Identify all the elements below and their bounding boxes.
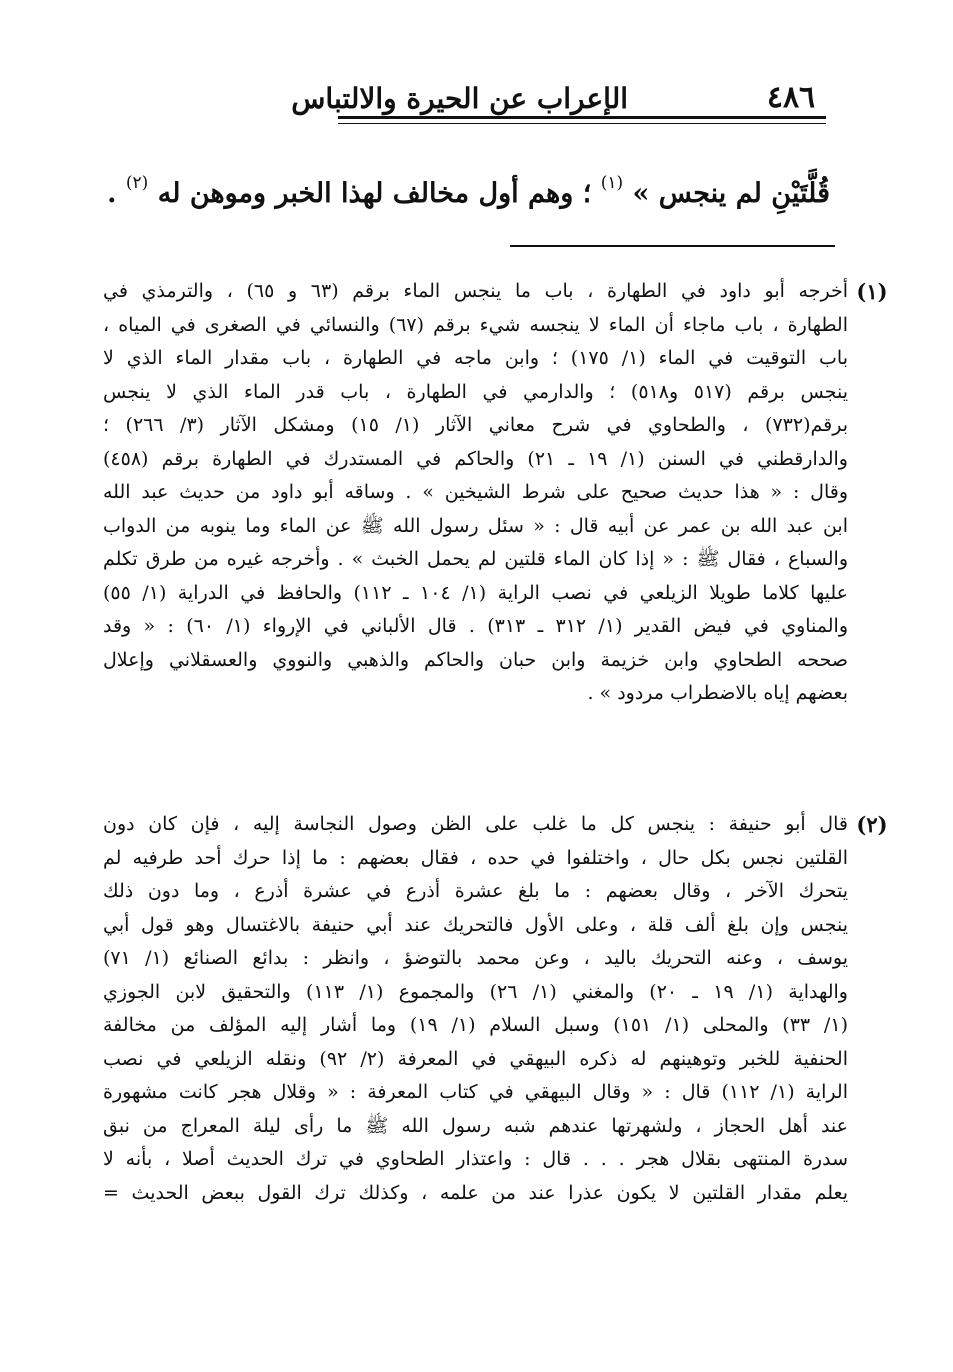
footnote-line: ينجس برقم (٥١٧ و٥١٨) ؛ والدارمي في الطهارة ، باب قدر الماء الذي لا ينجس [103,380,848,403]
footnote-line: يعلم مقدار القلتين لا يكون عذرا عند من علمه ، وكذلك ترك القول ببعض الحديث = [103,1181,848,1204]
footnote-separator [510,245,835,247]
footnote-line: (١/ ٣٣) والمحلى (١/ ١٥١) وسبل السلام (١/ ١٩) وما أشار إليه المؤلف من مخالفة [103,1014,848,1036]
footnote-line: باب التوقيت في الماء (١/ ١٧٥) ؛ وابن ماجه في الطهارة ، باب مقدار الماء الذي لا [103,347,848,369]
footnote-line: أخرجه أبو داود في الطهارة ، باب ما ينجس الماء برقم (٦٣ و ٦٥) ، والترمذي في [103,280,848,302]
footnote-line: والدارقطني في السنن (١/ ١٩ ـ ٢١) والحاكم في المستدرك في الطهارة برقم (٤٥٨) [103,447,848,470]
main-text-part: ؛ وهم أول مخالف لهذا الخبر وموهن له [148,178,601,209]
footnote-line: عليها كلاما طويلا الزيلعي في نصب الراية (١/ ١٠٤ ـ ١١٢) والحافظ في الدراية (١/ ٥٥) [103,581,848,604]
main-text [70,158,830,219]
footnote-line: يوسف ، وعنه التحريك باليد ، وعن محمد بالتوضؤ ، وانظر : بدائع الصنائع (١/ ٧١) [103,947,848,969]
footnote-line: ابن عبد الله بن عمر عن أبيه قال : « سئل رسول الله ﷺ عن الماء وما ينوبه من الدواب [103,514,848,537]
footnote-number: (٢) [856,812,888,837]
footnote-ref-1: (١) [600,173,624,193]
footnote-line: ينجس وإن بلغ ألف قلة ، وعلى الأول فالتحريك عند أبي حنيفة بالاغتسال وهو قول أبي [103,913,848,936]
footnote-number: (١) [856,279,888,304]
footnote-line: وقال : « هذا حديث صحيح على شرط الشيخين » . وساقه أبو داود من حديث عبد الله [103,481,848,503]
footnote-line: يتحرك الآخر ، وقال بعضهم : ما بلغ عشرة أذرع في عشرة أذرع ، وما دون ذلك [103,880,848,902]
footnote-line: والسباع ، فقال ﷺ : « إذا كان الماء قلتين لم يحمل الخبث » . وأخرجه غيره من طرق تكلم [103,548,848,570]
footnote-line: الحنفية للخبر وتوهينهم له ذكره البيهقي في المعرفة (٢/ ٩٢) ونقله الزيلعي في نصب [103,1047,848,1070]
page-header [291,80,826,130]
footnote-line: القلتين نجس بكل حال ، واختلفوا في حده ، فقال بعضهم : ما إذا حرك أحد طرفيه لم [103,846,848,869]
footnote-line: عند أهل الحجاز ، ولشهرتها عندهم شبه رسول الله ﷺ ما رأى ليلة المعراج من نبق [103,1114,848,1137]
footnote-line: صححه الطحاوي وابن خزيمة وابن حبان والحاكم والذهبي والنووي والعسقلاني وإعلال [103,648,848,671]
running-title: الإعراب عن الحيرة والالتباس [291,82,628,115]
footnote-line: بعضهم إياه بالاضطراب مردود » . [587,682,848,704]
footnote-line: قال أبو حنيفة : ينجس كل ما غلب على الظن وصول النجاسة إليه ، فإن كان دون [103,813,848,835]
footnote-line: برقم(٧٣٢) ، والطحاوي في شرح معاني الآثار (١/ ١٥) ومشكل الآثار (٣/ ٢٦٦) ؛ [103,414,848,436]
footnote-line: والمناوي في فيض القدير (١/ ٣١٢ ـ ٣١٣) . قال الألباني في الإرواء (١/ ٦٠) : « وقد [103,615,848,637]
footnote-ref-2: (٢) [125,173,149,193]
footnote-2 [103,808,888,1210]
footnote-line: والهداية (١/ ١٩ ـ ٢٠) والمغني (١/ ٢٦) والمجموع (١/ ١١٣) والتحقيق لابن الجوزي [103,980,848,1003]
header-rule-thin [338,123,826,124]
header-rule [338,116,826,119]
footnote-line: الطهارة ، باب ماجاء أن الماء لا ينجسه شيء برقم (٦٧) والنسائي في الصغرى في المياه ، [103,313,848,336]
footnote-line: الراية (١/ ١١٢) قال : « وقال البيهقي في كتاب المعرفة : « وقلال هجر كانت مشهورة [103,1081,848,1103]
page-number: ٤٨٦ [766,80,816,115]
main-text-part: قُلَّتَيْنِ لم ينجس » [623,178,830,209]
footnote-line: سدرة المنتهى بقلال هجر . . . قال : واعتذار الطحاوي في ترك الحديث أصلا ، بأنه لا [103,1148,848,1170]
main-text-part: . [107,178,126,209]
footnote-1 [103,275,888,711]
